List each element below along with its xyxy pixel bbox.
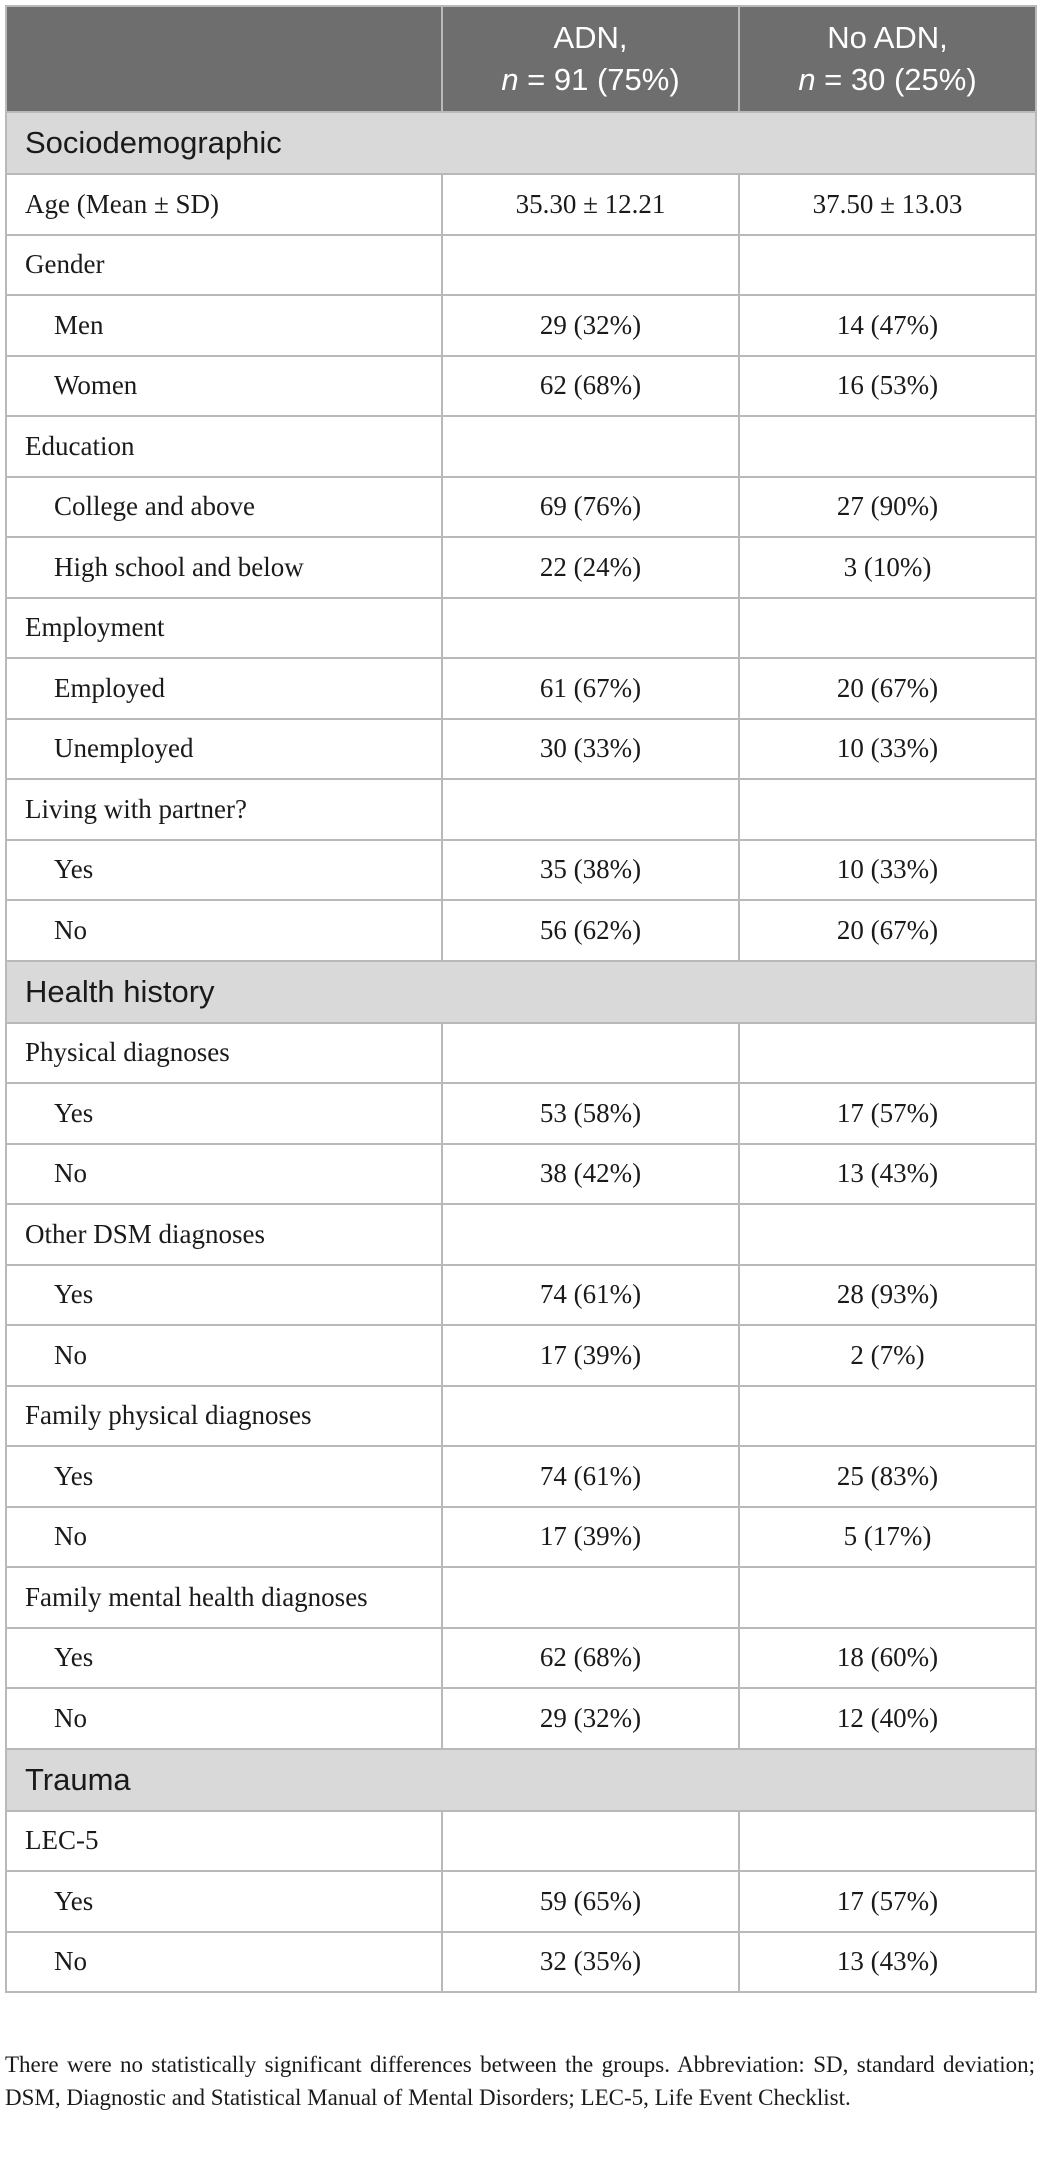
row-label: Yes — [6, 1446, 442, 1507]
row-label: Other DSM diagnoses — [6, 1204, 442, 1265]
table-row — [6, 840, 1036, 901]
table-row — [6, 477, 1036, 538]
row-label: LEC-5 — [6, 1811, 442, 1872]
no-adn-value: 25 (83%) — [739, 1446, 1036, 1507]
header-adn-line1: ADN, — [553, 20, 628, 55]
header-adn — [442, 6, 739, 112]
table-row — [6, 779, 1036, 840]
no-adn-value: 16 (53%) — [739, 356, 1036, 417]
row-label: Unemployed — [6, 719, 442, 780]
no-adn-value: 14 (47%) — [739, 295, 1036, 356]
section-row-health-history — [6, 961, 1036, 1023]
table-row — [6, 1265, 1036, 1326]
row-label: No — [6, 1932, 442, 1993]
row-label: Employment — [6, 598, 442, 659]
table-row — [6, 235, 1036, 296]
no-adn-value: 17 (57%) — [739, 1871, 1036, 1932]
table-row — [6, 356, 1036, 417]
table-row — [6, 719, 1036, 780]
table-footnote: There were no statistically significant differences between the groups. Abbreviation: SD, standard deviation; DSM, Diagnostic and Statistical Manual of Mental Disorders; LEC-5, Life Event Checklist. — [5, 2052, 1035, 2110]
row-label: High school and below — [6, 537, 442, 598]
adn-value: 62 (68%) — [442, 1628, 739, 1689]
row-label: No — [6, 1325, 442, 1386]
adn-value — [442, 416, 739, 477]
adn-value: 30 (33%) — [442, 719, 739, 780]
row-label: Age (Mean ± SD) — [6, 174, 442, 235]
row-label: Yes — [6, 1265, 442, 1326]
row-label: College and above — [6, 477, 442, 538]
adn-value: 62 (68%) — [442, 356, 739, 417]
table-body — [6, 112, 1036, 1992]
table-row — [6, 1325, 1036, 1386]
table-header — [6, 6, 1036, 112]
no-adn-value: 12 (40%) — [739, 1688, 1036, 1749]
adn-value: 38 (42%) — [442, 1144, 739, 1205]
table-row — [6, 1083, 1036, 1144]
table-row — [6, 1932, 1036, 1993]
no-adn-value — [739, 1386, 1036, 1447]
row-label: Yes — [6, 1628, 442, 1689]
row-label: No — [6, 1144, 442, 1205]
adn-value — [442, 779, 739, 840]
no-adn-value — [739, 1023, 1036, 1084]
header-row — [6, 6, 1036, 112]
section-title: Trauma — [6, 1749, 1036, 1811]
no-adn-value: 37.50 ± 13.03 — [739, 174, 1036, 235]
adn-value: 59 (65%) — [442, 1871, 739, 1932]
adn-value — [442, 598, 739, 659]
section-row-sociodemographic — [6, 112, 1036, 174]
row-label: Family mental health diagnoses — [6, 1567, 442, 1628]
header-noadn-line1: No ADN, — [827, 20, 948, 55]
header-noadn-n-value: = 30 (25%) — [815, 62, 977, 97]
adn-value — [442, 1811, 739, 1872]
table-row — [6, 1446, 1036, 1507]
adn-value: 35 (38%) — [442, 840, 739, 901]
table-row — [6, 1688, 1036, 1749]
demographics-table — [5, 5, 1037, 1993]
row-label: Yes — [6, 1083, 442, 1144]
row-label: Physical diagnoses — [6, 1023, 442, 1084]
no-adn-value — [739, 779, 1036, 840]
no-adn-value — [739, 1567, 1036, 1628]
table-row — [6, 537, 1036, 598]
table-row — [6, 1628, 1036, 1689]
no-adn-value — [739, 1811, 1036, 1872]
adn-value: 32 (35%) — [442, 1932, 739, 1993]
adn-value: 17 (39%) — [442, 1507, 739, 1568]
adn-value — [442, 1386, 739, 1447]
table-row — [6, 1871, 1036, 1932]
adn-value — [442, 235, 739, 296]
no-adn-value: 20 (67%) — [739, 658, 1036, 719]
header-blank-cell — [6, 6, 442, 112]
adn-value: 53 (58%) — [442, 1083, 739, 1144]
row-label: Gender — [6, 235, 442, 296]
table-row — [6, 658, 1036, 719]
header-noadn-n-label: n — [798, 62, 816, 97]
table-row — [6, 295, 1036, 356]
adn-value: 17 (39%) — [442, 1325, 739, 1386]
table-container — [5, 5, 1035, 1993]
section-title: Sociodemographic — [6, 112, 1036, 174]
table-row — [6, 1386, 1036, 1447]
row-label: Yes — [6, 1871, 442, 1932]
row-label: Education — [6, 416, 442, 477]
adn-value: 69 (76%) — [442, 477, 739, 538]
table-row — [6, 1811, 1036, 1872]
adn-value — [442, 1023, 739, 1084]
header-no-adn — [739, 6, 1036, 112]
no-adn-value: 2 (7%) — [739, 1325, 1036, 1386]
no-adn-value: 17 (57%) — [739, 1083, 1036, 1144]
no-adn-value: 13 (43%) — [739, 1932, 1036, 1993]
header-adn-n-label: n — [501, 62, 519, 97]
no-adn-value — [739, 1204, 1036, 1265]
adn-value: 56 (62%) — [442, 900, 739, 961]
adn-value: 35.30 ± 12.21 — [442, 174, 739, 235]
adn-value — [442, 1567, 739, 1628]
no-adn-value: 13 (43%) — [739, 1144, 1036, 1205]
table-row — [6, 598, 1036, 659]
no-adn-value — [739, 598, 1036, 659]
no-adn-value — [739, 416, 1036, 477]
table-row — [6, 174, 1036, 235]
table-row — [6, 416, 1036, 477]
table-row — [6, 1144, 1036, 1205]
no-adn-value: 18 (60%) — [739, 1628, 1036, 1689]
row-label: Yes — [6, 840, 442, 901]
no-adn-value: 28 (93%) — [739, 1265, 1036, 1326]
no-adn-value: 20 (67%) — [739, 900, 1036, 961]
no-adn-value: 27 (90%) — [739, 477, 1036, 538]
adn-value: 74 (61%) — [442, 1265, 739, 1326]
no-adn-value: 10 (33%) — [739, 719, 1036, 780]
adn-value: 29 (32%) — [442, 1688, 739, 1749]
adn-value: 61 (67%) — [442, 658, 739, 719]
row-label: Women — [6, 356, 442, 417]
table-row — [6, 1567, 1036, 1628]
table-row — [6, 1204, 1036, 1265]
row-label: No — [6, 1688, 442, 1749]
section-row-trauma — [6, 1749, 1036, 1811]
table-row — [6, 1023, 1036, 1084]
row-label: No — [6, 900, 442, 961]
header-adn-n-value: = 91 (75%) — [518, 62, 680, 97]
row-label: Living with partner? — [6, 779, 442, 840]
no-adn-value: 10 (33%) — [739, 840, 1036, 901]
no-adn-value: 3 (10%) — [739, 537, 1036, 598]
table-row — [6, 900, 1036, 961]
no-adn-value — [739, 235, 1036, 296]
adn-value: 29 (32%) — [442, 295, 739, 356]
row-label: Employed — [6, 658, 442, 719]
table-row — [6, 1507, 1036, 1568]
adn-value: 22 (24%) — [442, 537, 739, 598]
section-title: Health history — [6, 961, 1036, 1023]
adn-value — [442, 1204, 739, 1265]
row-label: Men — [6, 295, 442, 356]
row-label: Family physical diagnoses — [6, 1386, 442, 1447]
adn-value: 74 (61%) — [442, 1446, 739, 1507]
row-label: No — [6, 1507, 442, 1568]
no-adn-value: 5 (17%) — [739, 1507, 1036, 1568]
